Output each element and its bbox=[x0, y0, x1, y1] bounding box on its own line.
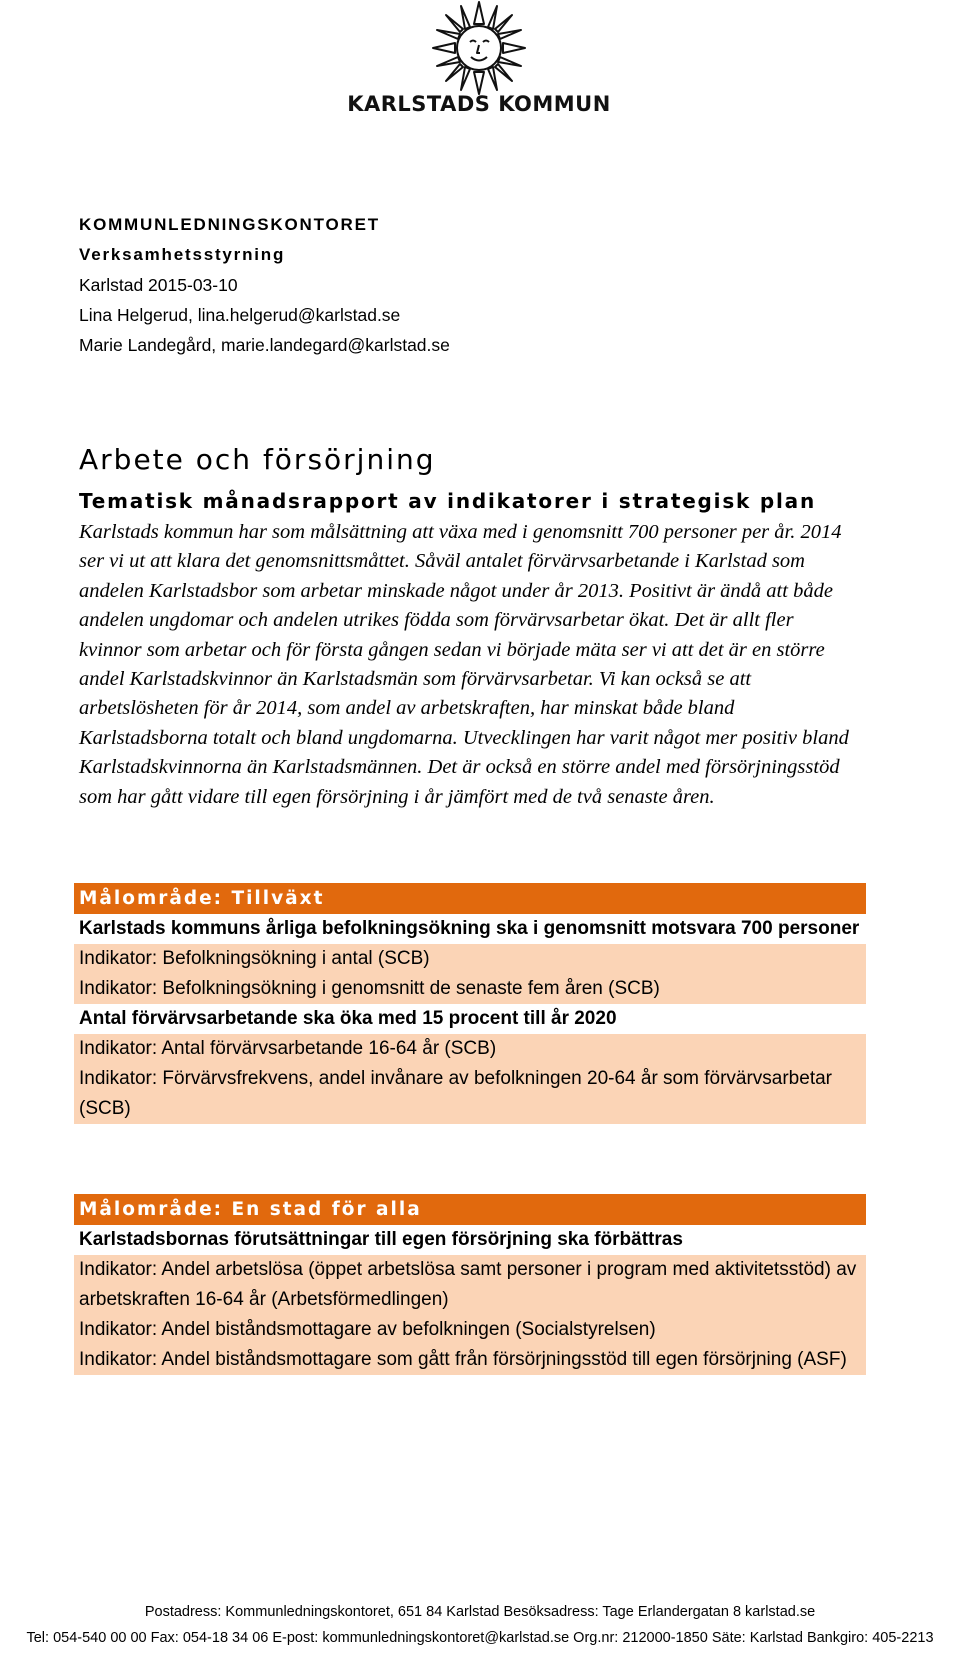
intro-paragraph: Karlstads kommun har som målsättning att växa med i genomsnitt 700 personer per år. 2014 ser vi ut att klara det genomsnittsmåttet. Såväl antalet förvärvsarbetande i Karlstad som andelen Karlstadsbor som arbetar minskade något under år 2013. Positivt är ändå att både andelen ungdomar och andelen utrikes födda som förvärvsarbetar ökat. Det är allt fler kvinnor som arbetar och för första gången sedan vi började mäta ser vi att det är en större andel Karlstadskvinnor än Karlstadsmän som förvärvsarbetar. Vi kan också se att arbetslösheten för år 2014, som andel av arbetskraften, har minskat både bland Karlstadsborna totalt och bland ungdomarna. Utvecklingen har varit något mer positiv bland Karlstadskvinnorna än Karlstadsmännen. Det är också en större andel med försörjningsstöd som har gått vidare till egen försörjning i år jämfört med de två senaste åren. bbox=[79, 521, 849, 808]
indicator-list bbox=[74, 1255, 866, 1375]
target-area-growth bbox=[74, 883, 866, 1124]
report-subtitle: Tematisk månadsrapport av indikatorer i strategisk plan bbox=[79, 489, 817, 513]
document-header bbox=[79, 210, 450, 360]
goal-statement: Karlstads kommuns årliga befolkningsökning ska i genomsnitt motsvara 700 personer bbox=[74, 914, 866, 944]
karlstad-logo bbox=[344, 0, 614, 122]
indicator-item: Indikator: Befolkningsökning i antal (SCB) bbox=[74, 944, 866, 974]
goal-statement: Antal förvärvsarbetande ska öka med 15 procent till år 2020 bbox=[74, 1004, 866, 1034]
page-title: Arbete och försörjning bbox=[79, 443, 436, 476]
indicator-item: Indikator: Antal förvärvsarbetande 16-64 år (SCB) bbox=[74, 1034, 866, 1064]
footer-contact: Tel: 054-540 00 00 Fax: 054-18 34 06 E-post: kommunledningskontoret@karlstad.se Org.nr: 212000-1850 Säte: Karlstad Bankgiro: 405-2213 bbox=[26, 1630, 934, 1646]
report-intro-block bbox=[79, 440, 879, 812]
unit-name: Verksamhetsstyrning bbox=[79, 245, 286, 264]
sun-emblem-icon bbox=[431, 0, 527, 96]
organization-name: KARLSTADS KOMMUN bbox=[347, 92, 611, 116]
contact-line: Marie Landegård, marie.landegard@karlstad.se bbox=[79, 335, 450, 355]
indicator-item: Indikator: Andel biståndsmottagare som gått från försörjningsstöd till egen försörjning (ASF) bbox=[74, 1345, 866, 1375]
contact-line: Lina Helgerud, lina.helgerud@karlstad.se bbox=[79, 305, 401, 325]
indicator-item: Indikator: Andel biståndsmottagare av befolkningen (Socialstyrelsen) bbox=[74, 1315, 866, 1345]
target-area-city-for-all bbox=[74, 1194, 866, 1375]
section-heading: Målområde: En stad för alla bbox=[74, 1194, 866, 1225]
indicator-item: Indikator: Andel arbetslösa (öppet arbetslösa samt personer i program med aktivitetsstöd) av arbetskraften 16-64 år (Arbetsförmedlingen) bbox=[74, 1255, 866, 1315]
indicator-list bbox=[74, 944, 866, 1004]
indicator-list bbox=[74, 1034, 866, 1124]
indicator-item: Indikator: Befolkningsökning i genomsnitt de senaste fem åren (SCB) bbox=[74, 974, 866, 1004]
footer-address: Postadress: Kommunledningskontoret, 651 84 Karlstad Besöksadress: Tage Erlandergatan 8 karlstad.se bbox=[144, 1604, 816, 1620]
indicator-item: Indikator: Förvärvsfrekvens, andel invånare av befolkningen 20-64 år som förvärvsarbetar (SCB) bbox=[74, 1064, 866, 1124]
section-heading: Målområde: Tillväxt bbox=[74, 883, 866, 914]
department-name: KOMMUNLEDNINGSKONTORET bbox=[79, 215, 380, 234]
place-date: Karlstad 2015-03-10 bbox=[79, 275, 238, 295]
goal-statement: Karlstadsbornas förutsättningar till egen försörjning ska förbättras bbox=[74, 1225, 866, 1255]
